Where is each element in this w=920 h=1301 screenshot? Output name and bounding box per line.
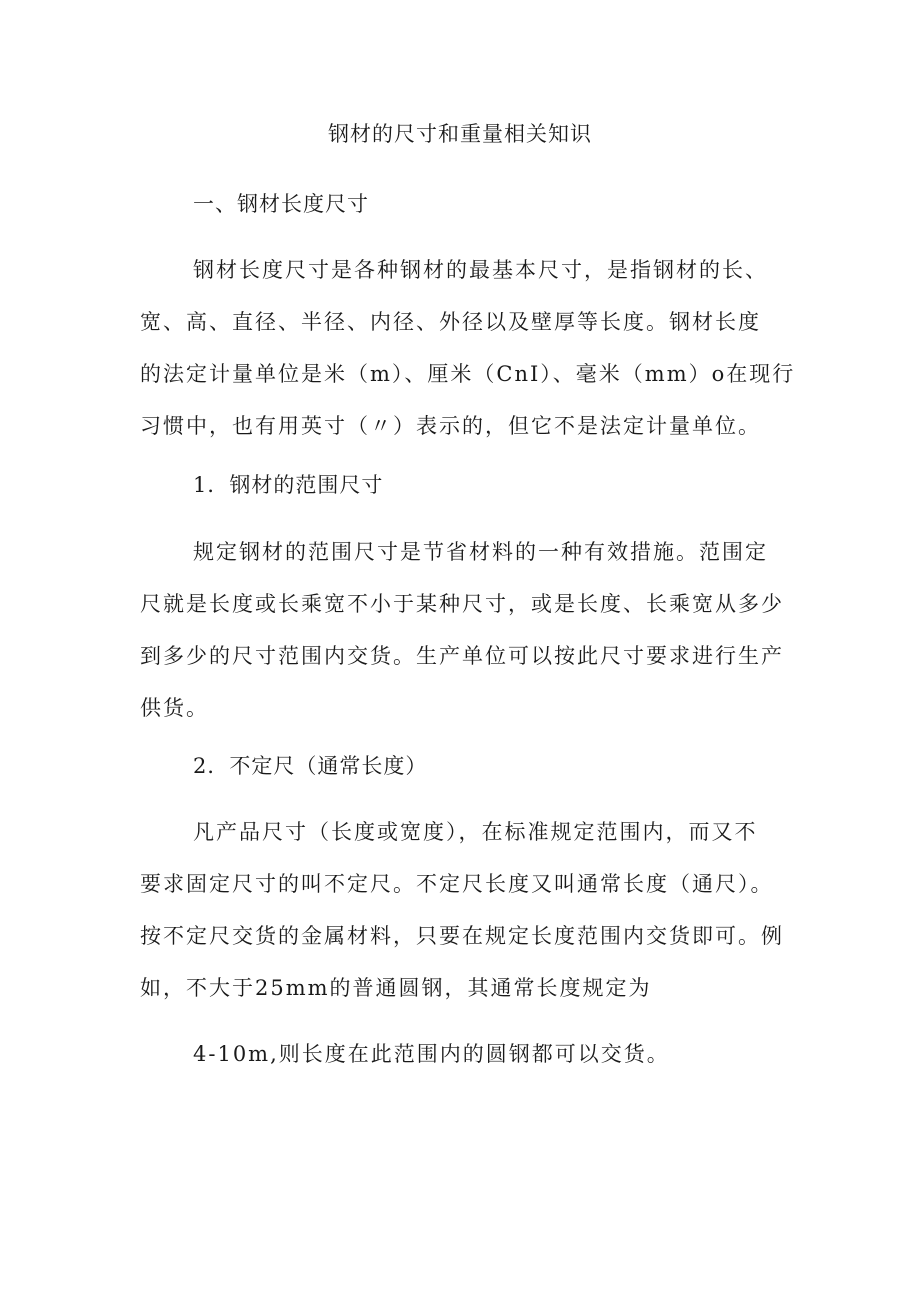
paragraph-1-line-4: 习惯中，也有用英寸（〃）表示的，但它不是法定计量单位。: [140, 414, 761, 438]
paragraph-2-line-2: 尺就是长度或长乘宽不小于某种尺寸，或是长度、长乘宽从多少: [140, 592, 784, 616]
paragraph-3-line-1: 凡产品尺寸（长度或宽度），在标准规定范围内，而又不: [193, 820, 758, 844]
paragraph-3-line-4: 如，不大于25mm的普通圆钢，其通常长度规定为: [140, 976, 652, 1000]
paragraph-1: [140, 244, 796, 452]
paragraph-4-line-1: 4-10m,则长度在此范围内的圆钢都可以交货。: [193, 1042, 670, 1066]
paragraph-2-line-4: 供货。: [140, 696, 209, 720]
paragraph-3-line-3: 按不定尺交货的金属材料，只要在规定长度范围内交货即可。例: [140, 924, 784, 948]
subsection-heading-1: 1．钢材的范围尺寸: [193, 473, 384, 497]
subsection-heading-2: 2．不定尺（通常长度）: [193, 754, 428, 778]
paragraph-3: [140, 806, 790, 1014]
paragraph-1-line-3: 的法定计量单位是米（m）、厘米（CnI）、毫米（mm）o在现行: [140, 362, 796, 386]
paragraph-4: [140, 1028, 790, 1080]
paragraph-2: [140, 526, 790, 734]
paragraph-2-line-3: 到多少的尺寸范围内交货。生产单位可以按此尺寸要求进行生产: [140, 644, 784, 668]
paragraph-2-line-1: 规定钢材的范围尺寸是节省材料的一种有效措施。范围定: [193, 540, 768, 564]
paragraph-1-line-2: 宽、高、直径、半径、内径、外径以及壁厚等长度。钢材长度: [140, 310, 761, 334]
document-title: 钢材的尺寸和重量相关知识: [328, 122, 592, 146]
paragraph-1-line-1: 钢材长度尺寸是各种钢材的最基本尺寸，是指钢材的长、: [193, 258, 768, 282]
paragraph-3-line-2: 要求固定尺寸的叫不定尺。不定尺长度又叫通常长度（通尺）。: [140, 872, 774, 896]
section-heading-1: 一、钢材长度尺寸: [193, 192, 369, 216]
